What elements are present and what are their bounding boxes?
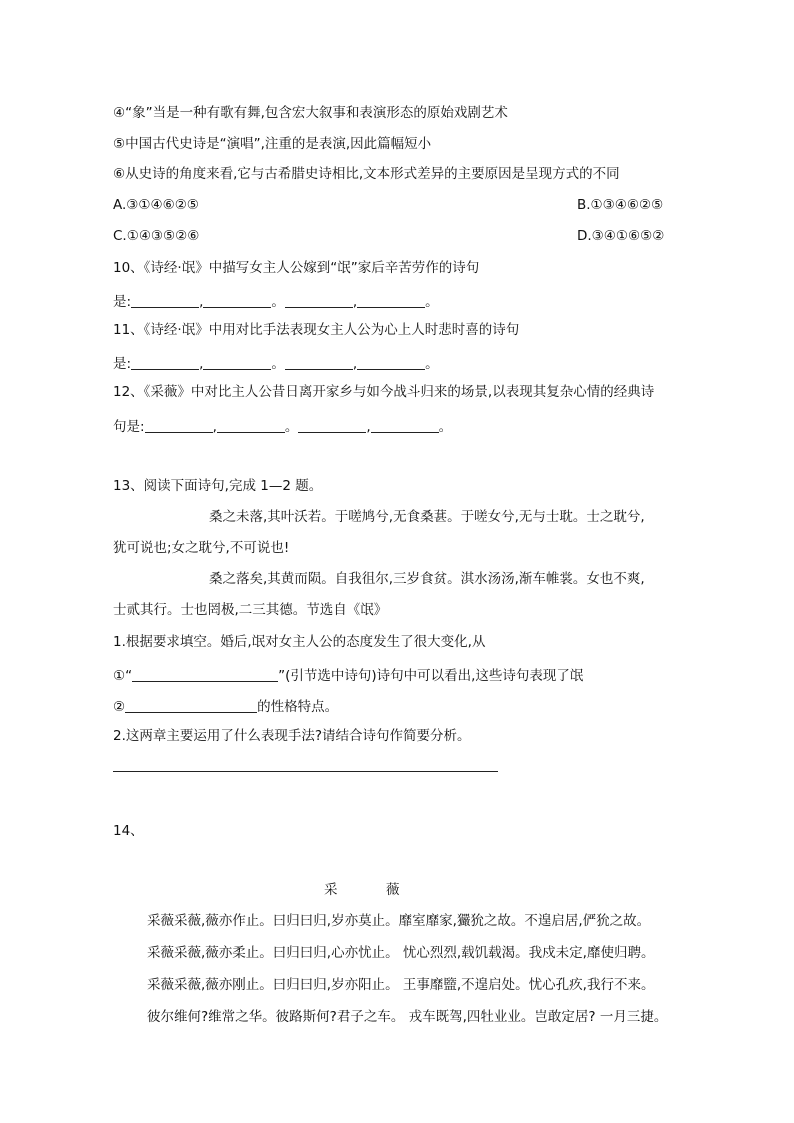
poem-title-char-1: 采 xyxy=(324,882,338,898)
question-12: 12、《采薇》中对比主人公昔日离开家乡与如今战斗归来的场景,以表现其复杂心情的经典诗 xyxy=(113,384,655,400)
statement-6: ⑥从史诗的角度来看,它与古希腊史诗相比,文本形式差异的主要原因是呈现方式的不同 xyxy=(113,166,620,182)
answer-blank[interactable] xyxy=(217,418,285,433)
period: 。 xyxy=(425,294,439,310)
answer-prefix: 是: xyxy=(113,294,132,310)
question-10: 10、《诗经·氓》中描写女主人公嫁到“氓”家后辛苦劳作的诗句 xyxy=(113,260,480,276)
answer-blank[interactable] xyxy=(357,355,425,370)
statement-4: ④“象”当是一种有歌有舞,包含宏大叙事和表演形态的原始戏剧艺术 xyxy=(113,105,508,121)
answer-prefix: 是: xyxy=(113,356,132,372)
answer-blank[interactable] xyxy=(371,418,439,433)
comma: , xyxy=(366,419,371,435)
subquestion-1-part-a xyxy=(113,667,583,684)
question-14: 14、 xyxy=(113,823,144,839)
answer-blank[interactable] xyxy=(298,418,366,433)
answer-blank[interactable] xyxy=(285,355,353,370)
question-11-answer xyxy=(113,355,439,372)
period: 。 xyxy=(271,294,285,310)
comma: , xyxy=(352,294,358,310)
option-b: B.①③④⑥②⑤ xyxy=(577,197,664,213)
answer-prefix: 句是: xyxy=(113,419,145,435)
period: 。 xyxy=(425,356,439,372)
poem-stanza-2-line-2: 士贰其行。士也罔极,二三其德。节选自《氓》 xyxy=(113,602,388,618)
question-12-answer xyxy=(113,418,452,435)
part-b-prefix: ② xyxy=(113,699,126,715)
option-d: D.③④①⑥⑤② xyxy=(577,228,665,244)
answer-blank[interactable] xyxy=(203,355,271,370)
poem-title-char-2: 薇 xyxy=(386,882,400,898)
period: 。 xyxy=(271,356,285,372)
poem-stanza-1-line-2: 犹可说也;女之耽兮,不可说也! xyxy=(113,540,290,556)
subquestion-1-part-b xyxy=(113,698,338,715)
part-a-prefix: ①“ xyxy=(113,668,133,684)
comma: , xyxy=(352,356,358,372)
answer-blank[interactable] xyxy=(131,293,199,308)
period: 。 xyxy=(438,419,453,435)
caiwei-line-2: 采薇采薇,薇亦柔止。曰归曰归,心亦忧止。 忧心烈烈,载饥载渴。我戍未定,靡使归聘。 xyxy=(147,945,655,961)
option-a: A.③①④⑥②⑤ xyxy=(113,197,199,213)
answer-blank[interactable] xyxy=(125,698,257,713)
question-13: 13、阅读下面诗句,完成 1—2 题。 xyxy=(113,478,323,494)
question-11: 11、《诗经·氓》中用对比手法表现女主人公为心上人时悲时喜的诗句 xyxy=(113,322,520,338)
statement-5: ⑤中国古代史诗是“演唱”,注重的是表演,因此篇幅短小 xyxy=(113,136,432,152)
caiwei-line-3: 采薇采薇,薇亦刚止。曰归曰归,岁亦阳止。 王事靡盬,不遑启处。忧心孔疚,我行不来。 xyxy=(147,977,655,993)
answer-blank[interactable] xyxy=(145,418,213,433)
answer-blank[interactable] xyxy=(357,293,425,308)
answer-line[interactable] xyxy=(113,771,498,772)
period: 。 xyxy=(284,419,299,435)
option-c: C.①④③⑤②⑥ xyxy=(113,228,200,244)
comma: , xyxy=(199,356,204,372)
part-b-suffix: 的性格特点。 xyxy=(257,699,339,715)
poem-stanza-2-line-1: 桑之落矣,其黄而陨。自我徂尔,三岁食贫。淇水汤汤,渐车帷裳。女也不爽, xyxy=(209,571,645,587)
subquestion-2: 2.这两章主要运用了什么表现手法?请结合诗句作简要分析。 xyxy=(113,728,471,744)
part-a-suffix: ”(引节选中诗句)诗句中可以看出,这些诗句表现了氓 xyxy=(278,668,584,684)
answer-blank[interactable] xyxy=(203,293,271,308)
answer-blank[interactable] xyxy=(132,667,278,682)
subquestion-1: 1.根据要求填空。婚后,氓对女主人公的态度发生了很大变化,从 xyxy=(113,634,486,650)
answer-blank[interactable] xyxy=(131,355,199,370)
caiwei-line-1: 采薇采薇,薇亦作止。曰归曰归,岁亦莫止。靡室靡家,玁狁之故。不遑启居,俨狁之故。 xyxy=(147,913,651,929)
poem-stanza-1-line-1: 桑之未落,其叶沃若。于嗟鸠兮,无食桑葚。于嗟女兮,无与士耽。士之耽兮, xyxy=(209,509,645,525)
caiwei-line-4: 彼尔维何?维常之华。彼路斯何?君子之车。 戎车既驾,四牡业业。岂敢定居? 一月三捷。 xyxy=(147,1009,668,1025)
answer-blank[interactable] xyxy=(285,293,353,308)
comma: , xyxy=(199,294,204,310)
comma: , xyxy=(212,419,217,435)
question-10-answer xyxy=(113,293,439,310)
